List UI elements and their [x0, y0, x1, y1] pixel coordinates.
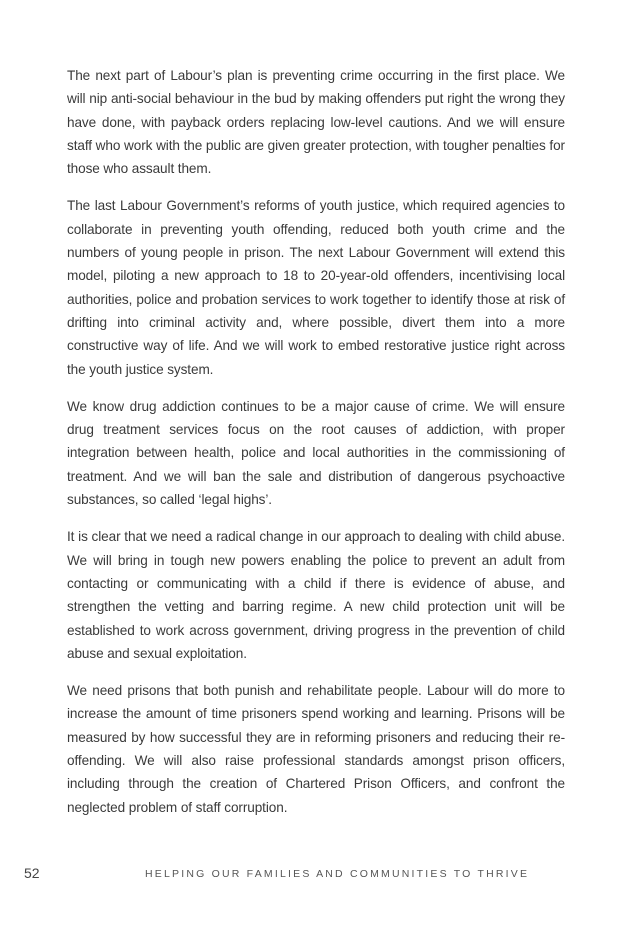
paragraph-prisons: We need prisons that both punish and rehabilitate people. Labour will do more to increase the amount of time prisoners spend working and learning. Prisons will be measured by how successful they are in reforming prisoners and reducing their re-offending. We will also raise professional standards amongst prison officers, including through the creation of Chartered Prison Officers, and confront the neglected problem of staff corruption.	[67, 683, 565, 815]
page-number: 52	[24, 865, 40, 881]
paragraph-drug-addiction: We know drug addiction continues to be a major cause of crime. We will ensure drug treatment services focus on the root causes of addiction, with proper integration between health, police and local authorities in the commissioning of treatment. And we will ban the sale and distribution of dangerous psychoactive substances, so called ‘legal highs’.	[67, 398, 565, 508]
running-head: HELPING OUR FAMILIES AND COMMUNITIES TO THRIVE	[145, 868, 530, 880]
page-footer	[0, 864, 638, 884]
body-text	[67, 64, 565, 833]
paragraph-youth-justice: The last Labour Government’s reforms of youth justice, which required agencies to collaborate in preventing youth offending, reduced both youth crime and the numbers of young people in prison. The next Labour Government will extend this model, piloting a new approach to 18 to 20-year-old offenders, incentivising local authorities, police and probation services to work together to identify those at risk of drifting into criminal activity and, where possible, divert them into a more constructive way of life. And we will work to embed restorative justice right across the youth justice system.	[67, 198, 565, 377]
paragraph-prevention: The next part of Labour’s plan is preventing crime occurring in the first place. We will nip anti-social behaviour in the bud by making offenders put right the wrong they have done, with payback orders replacing low-level cautions. And we will ensure staff who work with the public are given greater protection, with tougher penalties for those who assault them.	[67, 68, 565, 177]
paragraph-child-abuse: It is clear that we need a radical change in our approach to dealing with child abuse. We will bring in tough new powers enabling the police to prevent an adult from contacting or communicating with a child if there is evidence of abuse, and strengthen the vetting and barring regime. A new child protection unit will be established to work across government, driving progress in the prevention of child abuse and sexual exploitation.	[67, 529, 565, 661]
